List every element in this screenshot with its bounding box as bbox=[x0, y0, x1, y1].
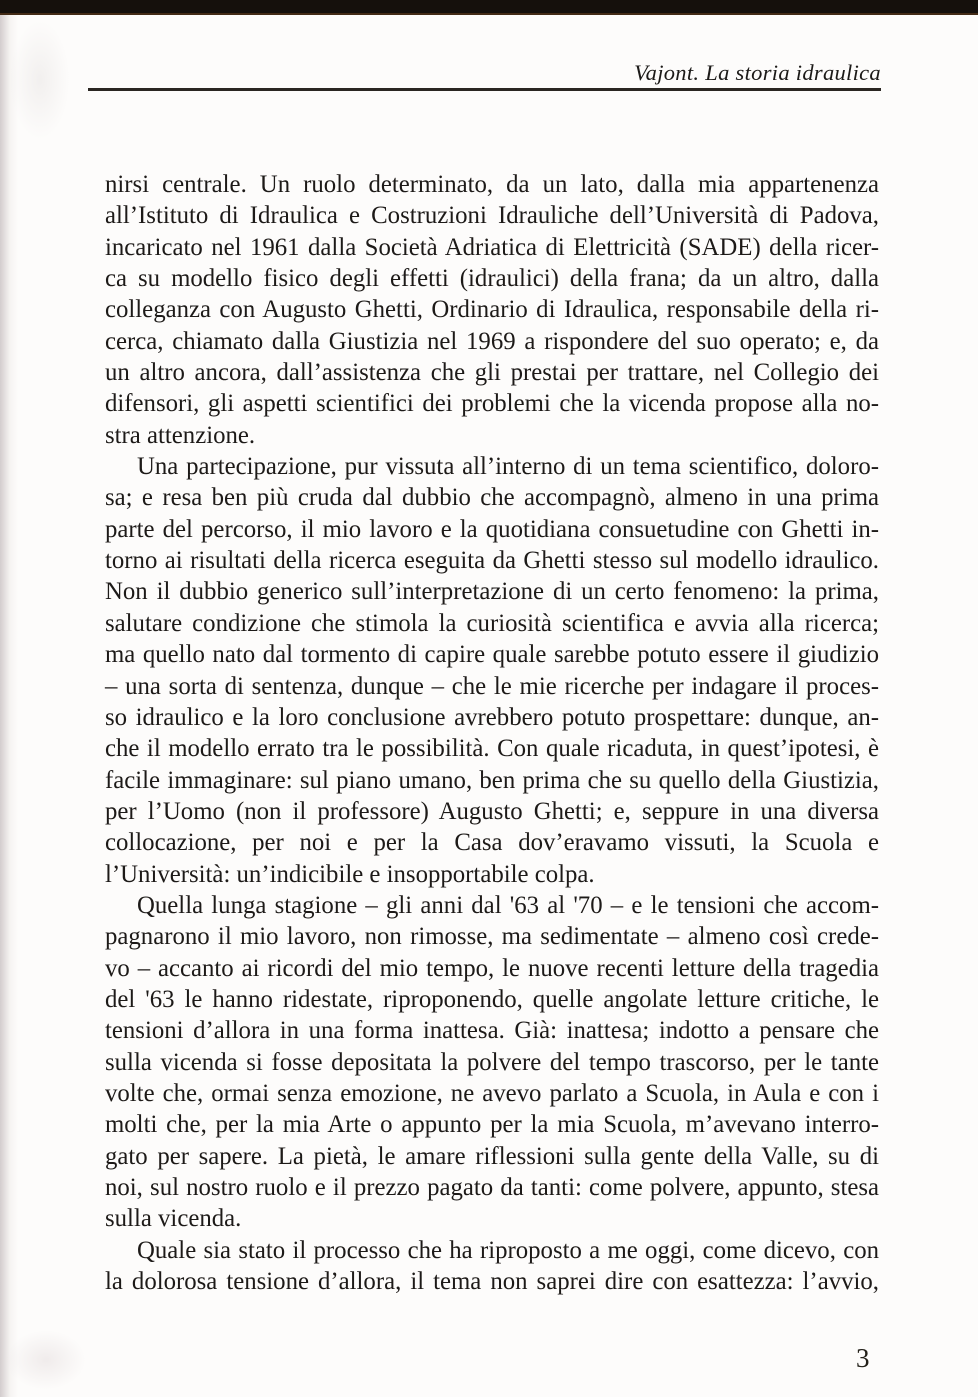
text-line: Quella lunga stagione – gli anni dal '63 al '70 – e le tensioni che accom- bbox=[137, 891, 879, 919]
text-line: la dolorosa tensione d’allora, il tema non saprei dire con esattezza: l’avvio, bbox=[105, 1268, 879, 1296]
scan-blotch bbox=[6, 1330, 86, 1390]
text-line: sa; e resa ben più cruda dal dubbio che accompagnò, almeno in una prima bbox=[105, 484, 879, 512]
text-line: cerca, chiamato dalla Giustizia nel 1969 a rispondere del suo operato; e, da bbox=[105, 327, 879, 355]
paragraph bbox=[105, 1235, 879, 1298]
text-line: molti che, per la mia Arte o appunto per la mia Scuola, m’avevano interro- bbox=[105, 1111, 879, 1139]
scan-blotch bbox=[10, 20, 70, 140]
text-line: nirsi centrale. Un ruolo determinato, da un lato, dalla mia appartenenza bbox=[105, 171, 879, 198]
text-line: vo – accanto ai ricordi del mio tempo, le nuove recenti letture della tragedia bbox=[105, 954, 879, 982]
paragraph bbox=[105, 169, 879, 451]
text-line: difensori, gli aspetti scientifici dei problemi che la vicenda propose alla no- bbox=[105, 390, 879, 418]
text-line: all’Istituto di Idraulica e Costruzioni Idrauliche dell’Università di Padova, bbox=[105, 202, 879, 230]
page-body bbox=[105, 169, 879, 1297]
text-line: un altro ancora, dall’assistenza che gli prestai per trattare, nel Collegio dei bbox=[105, 359, 879, 387]
text-line: gato per sapere. La pietà, le amare riflessioni sulla gente della Valle, su di bbox=[105, 1142, 879, 1170]
text-line: so idraulico e la loro conclusione avrebbero potuto prospettare: dunque, an- bbox=[105, 703, 879, 731]
text-line: Una partecipazione, pur vissuta all’interno di un tema scientifico, doloro- bbox=[137, 453, 879, 481]
text-line: pagnarono il mio lavoro, non rimosse, ma sedimentate – almeno così crede- bbox=[105, 923, 879, 951]
text-line: del '63 le hanno ridestate, riproponendo, quelle angolate letture critiche, le bbox=[105, 985, 879, 1013]
header-rule bbox=[88, 88, 881, 91]
text-line: ma quello nato dal tormento di capire quale sarebbe potuto essere il giudizio bbox=[105, 641, 879, 669]
running-head-title: Vajont. La storia idraulica bbox=[634, 60, 881, 85]
text-line: volte che, ormai senza emozione, ne avevo parlato a Scuola, in Aula e con i bbox=[105, 1079, 879, 1107]
text-line: incaricato nel 1961 dalla Società Adriatica di Elettricità (SADE) della ricer- bbox=[105, 233, 879, 261]
text-line: salutare condizione che stimola la curiosità scientifica e avvia alla ricerca; bbox=[105, 609, 879, 637]
text-line: sulla vicenda. bbox=[105, 1205, 242, 1233]
text-line: Quale sia stato il processo che ha riproposto a me oggi, come dicevo, con bbox=[137, 1236, 879, 1264]
text-line: l’Università: un’indicibile e insopportabile colpa. bbox=[105, 860, 595, 888]
text-line: per l’Uomo (non il professore) Augusto Ghetti; e, seppure in una diversa bbox=[105, 797, 879, 825]
text-line: noi, sul nostro ruolo e il prezzo pagato da tanti: come polvere, appunto, stesa bbox=[105, 1174, 879, 1201]
text-line: stra attenzione. bbox=[105, 421, 256, 449]
text-line: colleganza con Augusto Ghetti, Ordinario di Idraulica, responsabile della ri- bbox=[105, 296, 879, 324]
text-line: tensioni d’allora in una forma inattesa. Già: inattesa; indotto a pensare che bbox=[105, 1017, 879, 1045]
text-line: – una sorta di sentenza, dunque – che le mie ricerche per indagare il proces- bbox=[105, 672, 879, 700]
text-line: sulla vicenda si fosse depositata la polvere del tempo trascorso, per le tante bbox=[105, 1048, 879, 1076]
paragraph bbox=[105, 451, 879, 890]
scan-top-bar bbox=[0, 0, 978, 15]
page-number: 3 bbox=[856, 1343, 870, 1373]
text-line: Non il dubbio generico sull’interpretazione di un certo fenomeno: la prima, bbox=[105, 578, 879, 606]
text-line: torno ai risultati della ricerca eseguita da Ghetti stesso sul modello idraulico. bbox=[105, 547, 879, 575]
paragraph bbox=[105, 890, 879, 1235]
text-line: parte del percorso, il mio lavoro e la quotidiana consuetudine con Ghetti in- bbox=[105, 515, 879, 543]
scan-left-edge-shadow bbox=[0, 15, 18, 1397]
text-line: ca su modello fisico degli effetti (idraulici) della frana; da un altro, dalla bbox=[105, 265, 879, 293]
text-line: che il modello errato tra le possibilità. Con quale ricaduta, in quest’ipotesi, è bbox=[105, 735, 879, 763]
text-line: collocazione, per noi e per la Casa dov’eravamo vissuti, la Scuola e bbox=[105, 829, 879, 857]
text-line: facile immaginare: sul piano umano, ben prima che su quello della Giustizia, bbox=[105, 766, 879, 794]
